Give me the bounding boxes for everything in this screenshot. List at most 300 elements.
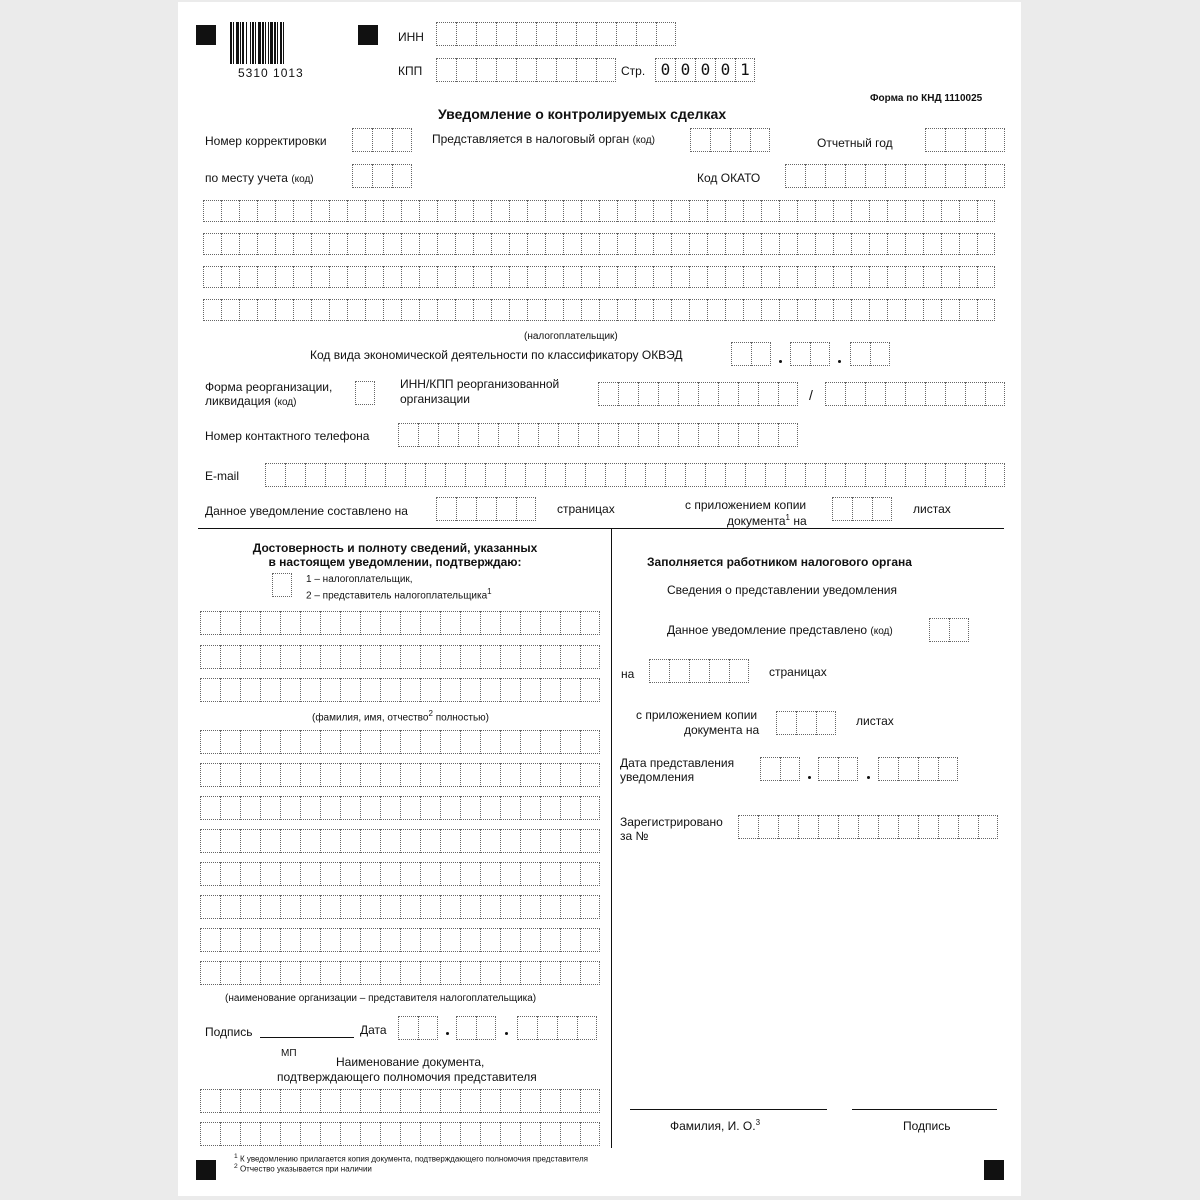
entry-cell[interactable] [580, 895, 600, 919]
entry-cell[interactable] [460, 678, 480, 702]
entry-cell[interactable] [689, 659, 709, 683]
org-row[interactable] [200, 829, 600, 853]
entry-cell[interactable] [440, 928, 460, 952]
entry-cell[interactable] [678, 382, 698, 406]
entry-cell[interactable] [220, 1122, 240, 1146]
entry-cell[interactable] [280, 928, 300, 952]
entry-cell[interactable] [240, 1089, 260, 1113]
entry-cell[interactable] [785, 463, 805, 487]
entry-cell[interactable] [420, 895, 440, 919]
entry-cell[interactable] [340, 895, 360, 919]
entry-cell[interactable] [790, 342, 810, 366]
entry-cell[interactable] [257, 233, 275, 255]
entry-cell[interactable] [576, 22, 596, 46]
okved-field-3[interactable] [850, 342, 890, 366]
fio-row[interactable] [200, 645, 600, 669]
taxpayer-name-row[interactable] [203, 266, 995, 288]
entry-cell[interactable] [945, 164, 965, 188]
entry-cell[interactable] [516, 22, 536, 46]
kpp-field[interactable] [436, 58, 616, 82]
entry-cell[interactable] [898, 757, 918, 781]
entry-cell[interactable] [400, 678, 420, 702]
entry-cell[interactable] [320, 1089, 340, 1113]
entry-cell[interactable] [925, 164, 945, 188]
entry-cell[interactable] [220, 730, 240, 754]
entry-cell[interactable] [365, 463, 385, 487]
entry-cell[interactable] [977, 233, 995, 255]
entry-cell[interactable] [300, 862, 320, 886]
entry-cell[interactable] [480, 829, 500, 853]
entry-cell[interactable] [941, 200, 959, 222]
entry-cell[interactable] [455, 299, 473, 321]
entry-cell[interactable] [689, 299, 707, 321]
entry-cell[interactable] [815, 200, 833, 222]
received-pages-field[interactable] [649, 659, 749, 683]
entry-cell[interactable] [707, 200, 725, 222]
signature-line[interactable] [260, 1037, 354, 1038]
entry-cell[interactable] [580, 611, 600, 635]
entry-cell[interactable] [779, 266, 797, 288]
entry-cell[interactable] [978, 815, 998, 839]
taxpayer-name-row[interactable] [203, 233, 995, 255]
entry-cell[interactable] [203, 200, 221, 222]
entry-cell[interactable] [516, 58, 536, 82]
entry-cell[interactable] [540, 763, 560, 787]
entry-cell[interactable] [200, 862, 220, 886]
entry-cell[interactable] [885, 463, 905, 487]
entry-cell[interactable] [878, 815, 898, 839]
entry-cell[interactable] [340, 928, 360, 952]
entry-cell[interactable] [520, 862, 540, 886]
entry-cell[interactable] [925, 382, 945, 406]
entry-cell[interactable] [280, 645, 300, 669]
entry-cell[interactable] [540, 796, 560, 820]
entry-cell[interactable] [220, 928, 240, 952]
entry-cell[interactable] [200, 645, 220, 669]
entry-cell[interactable] [438, 423, 458, 447]
entry-cell[interactable] [265, 463, 285, 487]
entry-cell[interactable] [751, 342, 771, 366]
entry-cell[interactable] [885, 382, 905, 406]
entry-cell[interactable] [280, 829, 300, 853]
entry-cell[interactable] [838, 757, 858, 781]
entry-cell[interactable] [380, 730, 400, 754]
entry-cell[interactable] [945, 382, 965, 406]
entry-cell[interactable] [718, 382, 738, 406]
entry-cell[interactable] [320, 763, 340, 787]
correction-number-field[interactable] [352, 128, 412, 152]
entry-cell[interactable] [965, 463, 985, 487]
entry-cell[interactable] [778, 815, 798, 839]
entry-cell[interactable] [293, 299, 311, 321]
entry-cell[interactable] [845, 164, 865, 188]
entry-cell[interactable] [320, 1122, 340, 1146]
entry-cell[interactable] [851, 200, 869, 222]
entry-cell[interactable] [516, 497, 536, 521]
entry-cell[interactable] [400, 763, 420, 787]
entry-cell[interactable] [280, 763, 300, 787]
entry-cell[interactable] [455, 233, 473, 255]
entry-cell[interactable] [710, 128, 730, 152]
entry-cell[interactable] [260, 796, 280, 820]
entry-cell[interactable] [985, 128, 1005, 152]
entry-cell[interactable] [758, 423, 778, 447]
entry-cell[interactable] [709, 659, 729, 683]
entry-cell[interactable] [869, 200, 887, 222]
entry-cell[interactable] [355, 381, 375, 405]
entry-cell[interactable] [560, 1122, 580, 1146]
entry-cell[interactable] [617, 266, 635, 288]
entry-cell[interactable] [797, 233, 815, 255]
entry-cell[interactable] [718, 423, 738, 447]
entry-cell[interactable] [400, 895, 420, 919]
entry-cell[interactable] [665, 463, 685, 487]
entry-cell[interactable] [280, 1089, 300, 1113]
entry-cell[interactable] [260, 1089, 280, 1113]
entry-cell[interactable] [580, 829, 600, 853]
entry-cell[interactable] [480, 611, 500, 635]
entry-cell[interactable] [239, 233, 257, 255]
entry-cell[interactable] [689, 233, 707, 255]
entry-cell[interactable] [520, 796, 540, 820]
entry-cell[interactable] [805, 164, 825, 188]
entry-cell[interactable] [725, 266, 743, 288]
entry-cell[interactable] [678, 423, 698, 447]
entry-cell[interactable] [300, 1089, 320, 1113]
entry-cell[interactable] [420, 611, 440, 635]
entry-cell[interactable] [707, 266, 725, 288]
entry-cell[interactable] [852, 497, 872, 521]
entry-cell[interactable] [203, 299, 221, 321]
entry-cell[interactable] [420, 961, 440, 985]
entry-cell[interactable] [220, 645, 240, 669]
entry-cell[interactable] [329, 299, 347, 321]
date-year-field[interactable] [517, 1016, 597, 1040]
entry-cell[interactable] [500, 730, 520, 754]
entry-cell[interactable] [420, 645, 440, 669]
entry-cell[interactable] [941, 299, 959, 321]
entry-cell[interactable] [478, 423, 498, 447]
entry-cell[interactable] [311, 299, 329, 321]
entry-cell[interactable] [925, 463, 945, 487]
entry-cell[interactable] [300, 763, 320, 787]
entry-cell[interactable] [635, 233, 653, 255]
entry-cell[interactable] [300, 645, 320, 669]
entry-cell[interactable] [500, 961, 520, 985]
entry-cell[interactable] [380, 961, 400, 985]
entry-cell[interactable] [285, 463, 305, 487]
entry-cell[interactable] [380, 895, 400, 919]
entry-cell[interactable] [440, 763, 460, 787]
entry-cell[interactable] [383, 233, 401, 255]
entry-cell[interactable] [599, 200, 617, 222]
entry-cell[interactable] [785, 164, 805, 188]
entry-cell[interactable] [825, 164, 845, 188]
entry-cell[interactable] [220, 961, 240, 985]
entry-cell[interactable] [779, 233, 797, 255]
entry-cell[interactable] [280, 796, 300, 820]
entry-cell[interactable] [545, 299, 563, 321]
inn-field[interactable] [436, 22, 676, 46]
entry-cell[interactable] [419, 266, 437, 288]
entry-cell[interactable] [938, 757, 958, 781]
entry-cell[interactable] [440, 1122, 460, 1146]
entry-cell[interactable] [577, 1016, 597, 1040]
entry-cell[interactable] [200, 611, 220, 635]
entry-cell[interactable] [311, 200, 329, 222]
entry-cell[interactable] [760, 757, 780, 781]
taxpayer-name-row[interactable] [203, 299, 995, 321]
entry-cell[interactable] [221, 200, 239, 222]
entry-cell[interactable] [437, 233, 455, 255]
entry-cell[interactable] [380, 1089, 400, 1113]
entry-cell[interactable] [440, 829, 460, 853]
entry-cell[interactable] [360, 796, 380, 820]
entry-cell[interactable] [300, 1122, 320, 1146]
entry-cell[interactable] [925, 128, 945, 152]
entry-cell[interactable] [560, 961, 580, 985]
entry-cell[interactable] [865, 463, 885, 487]
entry-cell[interactable] [275, 266, 293, 288]
entry-cell[interactable] [707, 299, 725, 321]
entry-cell[interactable] [240, 645, 260, 669]
entry-cell[interactable] [311, 266, 329, 288]
entry-cell[interactable] [905, 233, 923, 255]
entry-cell[interactable] [311, 233, 329, 255]
entry-cell[interactable] [440, 678, 460, 702]
entry-cell[interactable] [725, 200, 743, 222]
entry-cell[interactable] [635, 200, 653, 222]
entry-cell[interactable] [887, 266, 905, 288]
submission-year-field[interactable] [878, 757, 958, 781]
entry-cell[interactable] [560, 829, 580, 853]
okato-field[interactable] [785, 164, 1005, 188]
entry-cell[interactable] [580, 645, 600, 669]
entry-cell[interactable] [240, 829, 260, 853]
entry-cell[interactable] [420, 730, 440, 754]
entry-cell[interactable] [220, 678, 240, 702]
entry-cell[interactable] [617, 299, 635, 321]
entry-cell[interactable] [557, 1016, 577, 1040]
entry-cell[interactable] [636, 22, 656, 46]
entry-cell[interactable] [671, 200, 689, 222]
entry-cell[interactable] [240, 796, 260, 820]
submission-month-field[interactable] [818, 757, 858, 781]
entry-cell[interactable] [520, 645, 540, 669]
entry-cell[interactable] [599, 266, 617, 288]
registration-number-field[interactable] [738, 815, 998, 839]
entry-cell[interactable] [203, 266, 221, 288]
date-month-field[interactable] [456, 1016, 496, 1040]
entry-cell[interactable] [540, 895, 560, 919]
entry-cell[interactable] [500, 829, 520, 853]
entry-cell[interactable] [540, 928, 560, 952]
entry-cell[interactable] [340, 862, 360, 886]
entry-cell[interactable] [425, 463, 445, 487]
entry-cell[interactable] [905, 266, 923, 288]
entry-cell[interactable] [725, 233, 743, 255]
entry-cell[interactable] [958, 815, 978, 839]
entry-cell[interactable] [400, 928, 420, 952]
entry-cell[interactable] [977, 299, 995, 321]
entry-cell[interactable] [887, 299, 905, 321]
entry-cell[interactable] [653, 233, 671, 255]
entry-cell[interactable] [320, 730, 340, 754]
submission-day-field[interactable] [760, 757, 800, 781]
entry-cell[interactable] [405, 463, 425, 487]
entry-cell[interactable] [260, 730, 280, 754]
entry-cell[interactable] [240, 678, 260, 702]
entry-cell[interactable] [398, 423, 418, 447]
entry-cell[interactable] [360, 829, 380, 853]
entry-cell[interactable] [257, 266, 275, 288]
entry-cell[interactable] [419, 233, 437, 255]
entry-cell[interactable] [220, 862, 240, 886]
entry-cell[interactable] [392, 128, 412, 152]
entry-cell[interactable] [275, 200, 293, 222]
entry-cell[interactable] [320, 895, 340, 919]
entry-cell[interactable] [200, 763, 220, 787]
entry-cell[interactable] [758, 815, 778, 839]
entry-cell[interactable] [825, 382, 845, 406]
entry-cell[interactable] [480, 796, 500, 820]
entry-cell[interactable] [340, 829, 360, 853]
entry-cell[interactable] [653, 299, 671, 321]
entry-cell[interactable] [380, 862, 400, 886]
entry-cell[interactable] [929, 618, 949, 642]
entry-cell[interactable] [340, 1089, 360, 1113]
entry-cell[interactable] [797, 266, 815, 288]
entry-cell[interactable] [923, 233, 941, 255]
entry-cell[interactable] [731, 342, 751, 366]
entry-cell[interactable] [380, 796, 400, 820]
org-row[interactable] [200, 895, 600, 919]
entry-cell[interactable] [540, 1089, 560, 1113]
entry-cell[interactable] [778, 382, 798, 406]
entry-cell[interactable] [797, 200, 815, 222]
entry-cell[interactable] [818, 815, 838, 839]
entry-cell[interactable] [851, 299, 869, 321]
entry-cell[interactable] [985, 164, 1005, 188]
entry-cell[interactable] [456, 22, 476, 46]
entry-cell[interactable] [418, 1016, 438, 1040]
entry-cell[interactable] [455, 266, 473, 288]
entry-cell[interactable] [796, 711, 816, 735]
entry-cell[interactable] [596, 58, 616, 82]
entry-cell[interactable] [765, 463, 785, 487]
entry-cell[interactable] [480, 928, 500, 952]
entry-cell[interactable] [563, 200, 581, 222]
entry-cell[interactable] [360, 611, 380, 635]
entry-cell[interactable] [260, 895, 280, 919]
entry-cell[interactable] [851, 266, 869, 288]
entry-cell[interactable] [473, 233, 491, 255]
entry-cell[interactable] [491, 200, 509, 222]
entry-cell[interactable] [869, 233, 887, 255]
org-row[interactable] [200, 862, 600, 886]
entry-cell[interactable] [200, 928, 220, 952]
entry-cell[interactable] [300, 829, 320, 853]
entry-cell[interactable] [200, 961, 220, 985]
entry-cell[interactable] [400, 730, 420, 754]
entry-cell[interactable] [420, 678, 440, 702]
entry-cell[interactable] [536, 22, 556, 46]
entry-cell[interactable] [460, 1089, 480, 1113]
entry-cell[interactable] [329, 200, 347, 222]
entry-cell[interactable] [372, 128, 392, 152]
entry-cell[interactable] [419, 200, 437, 222]
entry-cell[interactable] [671, 299, 689, 321]
entry-cell[interactable] [581, 233, 599, 255]
entry-cell[interactable] [485, 463, 505, 487]
entry-cell[interactable] [360, 1089, 380, 1113]
entry-cell[interactable] [509, 200, 527, 222]
entry-cell[interactable] [540, 611, 560, 635]
entry-cell[interactable] [761, 299, 779, 321]
entry-cell[interactable] [476, 58, 496, 82]
entry-cell[interactable] [580, 678, 600, 702]
entry-cell[interactable] [347, 299, 365, 321]
entry-cell[interactable] [240, 763, 260, 787]
entry-cell[interactable] [240, 1122, 260, 1146]
entry-cell[interactable] [500, 862, 520, 886]
entry-cell[interactable] [325, 463, 345, 487]
entry-cell[interactable] [761, 233, 779, 255]
entry-cell[interactable] [580, 928, 600, 952]
entry-cell[interactable] [458, 423, 478, 447]
entry-cell[interactable] [440, 895, 460, 919]
entry-cell[interactable] [605, 463, 625, 487]
entry-cell[interactable] [480, 895, 500, 919]
entry-cell[interactable] [576, 58, 596, 82]
entry-cell[interactable] [540, 862, 560, 886]
entry-cell[interactable] [272, 573, 292, 597]
entry-cell[interactable] [365, 200, 383, 222]
entry-cell[interactable] [580, 763, 600, 787]
entry-cell[interactable] [491, 233, 509, 255]
entry-cell[interactable] [320, 928, 340, 952]
entry-cell[interactable] [581, 266, 599, 288]
entry-cell[interactable] [260, 862, 280, 886]
entry-cell[interactable] [347, 233, 365, 255]
entry-cell[interactable] [460, 928, 480, 952]
entry-cell[interactable] [905, 382, 925, 406]
entry-cell[interactable] [653, 266, 671, 288]
entry-cell[interactable] [365, 266, 383, 288]
entry-cell[interactable] [340, 796, 360, 820]
entry-cell[interactable] [580, 961, 600, 985]
entry-cell[interactable] [480, 1122, 500, 1146]
entry-cell[interactable] [965, 128, 985, 152]
entry-cell[interactable] [560, 796, 580, 820]
entry-cell[interactable] [959, 233, 977, 255]
entry-cell[interactable] [340, 730, 360, 754]
entry-cell[interactable] [400, 1122, 420, 1146]
entry-cell[interactable] [240, 611, 260, 635]
entry-cell[interactable] [565, 463, 585, 487]
entry-cell[interactable] [618, 423, 638, 447]
entry-cell[interactable] [540, 961, 560, 985]
entry-cell[interactable] [220, 829, 240, 853]
entry-cell[interactable] [780, 757, 800, 781]
entry-cell[interactable] [743, 200, 761, 222]
entry-cell[interactable] [456, 58, 476, 82]
entry-cell[interactable] [480, 961, 500, 985]
entry-cell[interactable] [320, 829, 340, 853]
entry-cell[interactable] [401, 200, 419, 222]
entry-cell[interactable] [257, 200, 275, 222]
tax-authority-field[interactable] [690, 128, 770, 152]
